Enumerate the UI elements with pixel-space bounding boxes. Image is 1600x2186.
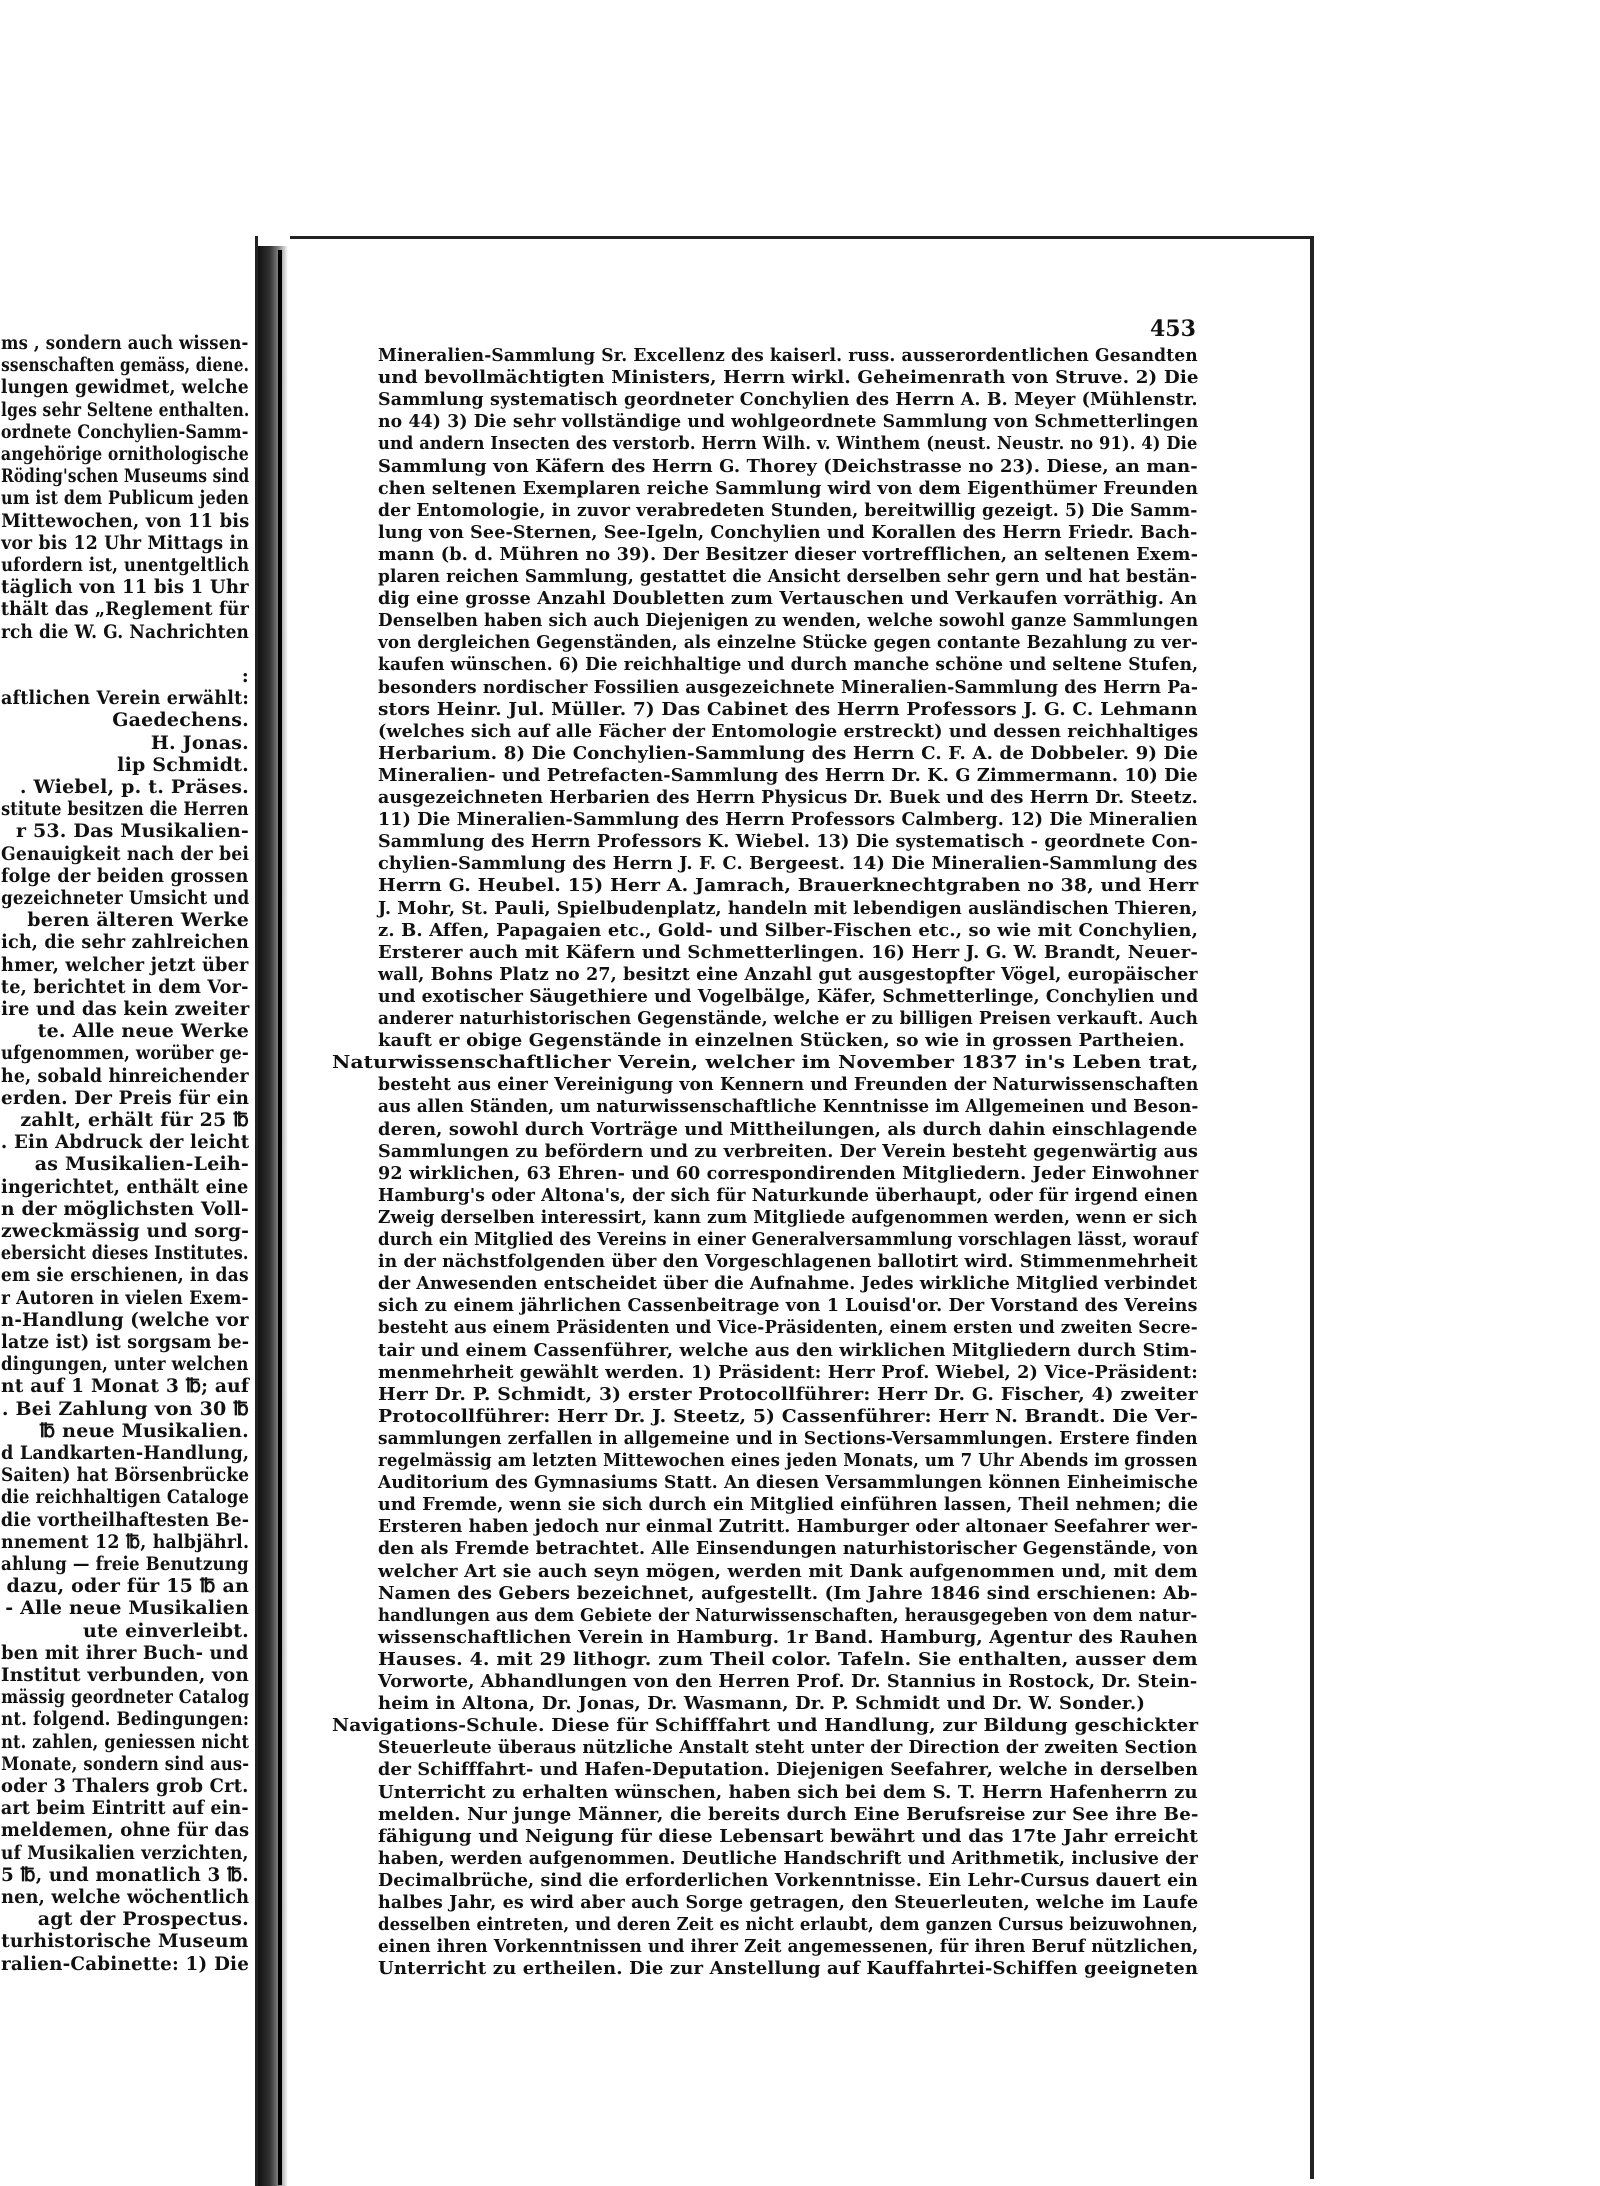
text-line: der Anwesenden entscheidet über die Aufnahme. Jedes wirkliche Mitglied verbindet: [378, 1273, 1198, 1295]
left-text-line: Röding'schen Museums sind: [0, 465, 249, 488]
text-line: Mineralien-Sammlung Sr. Excellenz des kaiserl. russ. ausserordentlichen Gesandten: [378, 345, 1198, 366]
left-text-line: nt auf 1 Monat 3 ℔; auf: [0, 1375, 249, 1398]
left-text-line: - Alle neue Musikalien: [5, 1597, 249, 1620]
left-text-line: ich, die sehr zahlreichen: [1, 931, 249, 954]
text-line: Sammlungen zu befördern und zu verbreiten. Der Verein besteht gegenwärtig aus: [378, 1140, 1199, 1162]
left-text-line: rch die W. G. Nachrichten: [1, 620, 249, 643]
text-line: Herr Dr. P. Schmidt, 3) erster Protocollführer: Herr Dr. G. Fischer, 4) zweiter: [378, 1383, 1198, 1405]
left-text-line: ufgenommen, worüber ge-: [1, 1042, 249, 1065]
text-line: und Fremde, wenn sie sich durch ein Mitglied einführen lassen, Theil nehmen; die: [378, 1494, 1199, 1516]
left-text-line: turhistorische Museum: [1, 1930, 249, 1953]
text-line: handlungen aus dem Gebiete der Naturwissenschaften, herausgegeben von dem natur-: [378, 1604, 1198, 1626]
left-text-line: ahlung — freie Benutzung: [1, 1553, 249, 1575]
left-text-line: dingungen, unter welchen: [1, 1353, 249, 1376]
text-line: desselben eintreten, und deren Zeit es nicht erlaubt, dem ganzen Cursus beizuwohnen,: [378, 1914, 1199, 1936]
left-text-line: Monate, sondern sind aus-: [0, 1752, 249, 1775]
text-line: Protocollführer: Herr Dr. J. Steetz, 5) Cassenführer: Herr N. Brandt. Die Ver-: [378, 1405, 1198, 1427]
left-text-line: angehörige ornithologische: [0, 443, 249, 465]
text-line: no 44) 3) Die sehr vollständige und wohlgeordnete Sammlung von Schmetterlingen: [378, 411, 1199, 433]
text-line: 92 wirklichen, 63 Ehren- und 60 correspondirenden Mitgliedern. Jeder Einwohner: [378, 1162, 1199, 1184]
left-text-line: die vortheilhaftesten Be-: [0, 1508, 249, 1531]
left-text-line: dazu, oder für 15 ℔ an: [6, 1575, 249, 1598]
left-text-line: he, sobald hinreichender: [1, 1064, 249, 1087]
text-line: Auditorium des Gymnasiums Statt. An diesen Versammlungen können Einheimische: [378, 1472, 1199, 1494]
text-line: halbes Jahr, es wird aber auch Sorge getragen, den Steuerleuten, welche im Laufe: [378, 1892, 1199, 1913]
text-line: J. Mohr, St. Pauli, Spielbudenplatz, handeln mit lebendigen ausländischen Thieren,: [378, 897, 1198, 919]
text-line: lung von See-Sternen, See-Igeln, Conchylien und Korallen des Herrn Friedr. Bach-: [378, 521, 1198, 543]
text-line: Herrn G. Heubel. 15) Herr A. Jamrach, Brauerknechtgraben no 38, und Herr: [378, 875, 1199, 897]
left-text-line: te, berichtet in dem Vor-: [1, 975, 249, 998]
left-text-line: ebersicht dieses Institutes.: [1, 1242, 249, 1265]
left-text-line: stitute besitzen die Herren: [1, 798, 249, 821]
left-text-line: as Musikalien-Leih-: [34, 1153, 249, 1176]
text-line: sammlungen zerfallen in allgemeine und in Sections-Versammlungen. Erstere finden: [378, 1427, 1198, 1449]
text-line: dig eine grosse Anzahl Doubletten zum Vertauschen und Verkaufen vorräthig. An: [378, 588, 1198, 610]
left-text-line: meldemen, ohne für das: [0, 1819, 249, 1842]
left-text-line: thält das „Reglement für: [0, 598, 249, 621]
left-text-line: . Bei Zahlung von 30 ℔: [1, 1397, 249, 1420]
text-line: 11) Die Mineralien-Sammlung des Herrn Professors Calmberg. 12) Die Mineralien: [378, 809, 1198, 831]
text-line: und exotischer Säugethiere und Vogelbälge, Käfer, Schmetterlinge, Conchylien und: [378, 985, 1199, 1007]
left-text-line: oder 3 Thalers grob Crt.: [1, 1775, 249, 1797]
left-text-line: nen, welche wöchentlich: [0, 1886, 249, 1908]
left-text-line: lip Schmidt.: [117, 753, 249, 776]
left-text-line: . Wiebel, p. t. Präses.: [19, 776, 249, 798]
text-line: Ersteren haben jedoch nur einmal Zutritt. Hamburger oder altonaer Seefahrer wer-: [378, 1516, 1199, 1538]
text-line: sich zu einem jährlichen Cassenbeitrage von 1 Louisd'or. Der Vorstand des Vereins: [378, 1295, 1198, 1317]
text-line: Herbarium. 8) Die Conchylien-Sammlung des Herrn C. F. A. de Dobbeler. 9) Die: [378, 742, 1199, 764]
left-text-line: ℔ neue Musikalien.: [39, 1419, 249, 1442]
book-gutter: [258, 246, 288, 2186]
text-line: Zweig derselben interessirt, kann zum Mitgliede aufgenommen werden, wenn er sich: [378, 1206, 1198, 1228]
section-heading-line: Navigations-Schule. Diese für Schifffahrt und Handlung, zur Bildung geschickter: [332, 1715, 1199, 1737]
text-line: Namen des Gebers bezeichnet, aufgestellt. (Im Jahre 1846 sind erschienen: Ab-: [378, 1582, 1198, 1604]
text-line: einen ihren Vorkenntnissen und ihrer Zeit angemessenen, für ihren Beruf nützlichen,: [378, 1936, 1199, 1958]
text-line: deren, sowohl durch Vorträge und Mittheilungen, als durch dahin einschlagende: [378, 1118, 1198, 1140]
left-text-line: ordnete Conchylien-Samm-: [1, 420, 249, 443]
text-line: plaren reichen Sammlung, gestattet die Ansicht derselben sehr gern und hat bestän-: [378, 566, 1198, 587]
text-line: stors Heinr. Jul. Müller. 7) Das Cabinet des Herrn Professors J. G. C. Lehmann: [378, 698, 1198, 720]
left-page-fragment: [0, 236, 258, 2186]
left-text-line: ssenschaften gemäss, diene.: [0, 354, 249, 377]
left-text-line: :: [241, 665, 249, 687]
left-text-line: art beim Eintritt auf ein-: [1, 1797, 249, 1820]
text-line: chylien-Sammlung des Herrn J. F. C. Bergeest. 14) Die Mineralien-Sammlung des: [378, 853, 1198, 875]
left-text-line: d Landkarten-Handlung,: [0, 1442, 249, 1464]
left-text-line: nnement 12 ℔, halbjährl.: [0, 1530, 249, 1553]
left-text-line: lges sehr Seltene enthalten.: [0, 398, 249, 421]
left-text-line: ufordern ist, unentgeltlich: [0, 554, 249, 576]
left-text-line: ire und das kein zweiter: [0, 998, 249, 1020]
text-line: kauft er obige Gegenstände in einzelnen Stücken, so wie in grossen Partheien.: [378, 1030, 1185, 1052]
text-line: ausgezeichneten Herbarien des Herrn Physicus Dr. Buek und des Herrn Dr. Steetz.: [378, 787, 1198, 808]
left-text-line: r Autoren in vielen Exem-: [1, 1286, 249, 1309]
left-text-line: nt. zahlen, geniessen nicht: [1, 1730, 249, 1753]
left-text-line: latze ist) ist sorgsam be-: [0, 1331, 249, 1353]
left-text-line: uf Musikalien verzichten,: [1, 1841, 249, 1864]
text-line: welcher Art sie auch seyn mögen, werden mit Dank aufgenommen und, mit dem: [378, 1560, 1198, 1582]
text-line: Unterricht zu ertheilen. Die zur Anstellung auf Kauffahrtei-Schiffen geeigneten: [378, 1958, 1199, 1980]
text-line: in der nächstfolgenden über den Vorgeschlagenen ballotirt wird. Stimmenmehrheit: [378, 1251, 1198, 1273]
text-line: fähigung und Neigung für diese Lebensart bewährt und das 17te Jahr erreicht: [378, 1825, 1199, 1847]
text-line: den als Fremde betrachtet. Alle Einsendungen naturhistorischer Gegenstände, von: [378, 1538, 1199, 1560]
text-line: der Schifffahrt- und Hafen-Deputation. Diejenigen Seefahrer, welche in derselben: [378, 1759, 1199, 1781]
left-text-line: gezeichneter Umsicht und: [0, 887, 249, 909]
left-text-line: die reichhaltigen Cataloge: [1, 1486, 249, 1509]
text-line: aus allen Ständen, um naturwissenschaftliche Kenntnisse im Allgemeinen und Beson-: [378, 1096, 1199, 1118]
left-text-line: täglich von 11 bis 1 Uhr: [1, 576, 249, 599]
left-text-line: . Ein Abdruck der leicht: [0, 1131, 249, 1154]
left-text-line: em sie erschienen, in das: [1, 1264, 249, 1287]
left-text-line: lungen gewidmet, welche: [1, 376, 249, 399]
text-line: besteht aus einer Vereinigung von Kennern und Freunden der Naturwissenschaften: [378, 1074, 1199, 1096]
text-line: durch ein Mitglied des Vereins in einer Generalversammlung vorschlagen lässt, worauf: [378, 1229, 1198, 1250]
text-line: Sammlung des Herrn Professors K. Wiebel. 13) Die systematisch - geordnete Con-: [378, 831, 1198, 853]
page-edge: [278, 250, 282, 2185]
text-line: und bevollmächtigten Ministers, Herrn wirkl. Geheimenrath von Struve. 2) Die: [378, 367, 1199, 389]
left-text-line: zahlt, erhält für 25 ℔: [20, 1109, 249, 1131]
text-line: mann (b. d. Mühren no 39). Der Besitzer dieser vortrefflichen, an seltenen Exem-: [378, 543, 1199, 565]
text-line: haben, werden aufgenommen. Deutliche Handschrift und Arithmetik, inclusive der: [378, 1847, 1199, 1869]
left-text-line: 5 ℔, und monatlich 3 ℔.: [1, 1863, 249, 1886]
text-line: von dergleichen Gegenständen, als einzelne Stücke gegen contante Bezahlung zu ver-: [378, 632, 1199, 654]
left-text-line: ms , sondern auch wissen-: [1, 332, 249, 354]
text-line: tair und einem Cassenführer, welche aus den wirklichen Mitgliedern durch Stim-: [378, 1339, 1198, 1361]
text-line: Sammlung systematisch geordneter Conchylien des Herrn A. B. Meyer (Mühlenstr.: [378, 389, 1198, 411]
section-heading-line: Naturwissenschaftlicher Verein, welcher im November 1837 in's Leben trat,: [332, 1052, 1199, 1074]
text-line: Decimalbrüche, sind die erforderlichen Vorkenntnisse. Ein Lehr-Cursus dauert ein: [378, 1869, 1198, 1891]
text-line: Sammlung von Käfern des Herrn G. Thorey (Deichstrasse no 23). Diese, an man-: [378, 455, 1198, 477]
left-text-line: Saiten) hat Börsenbrücke: [0, 1464, 249, 1487]
text-line: besteht aus einem Präsidenten und Vice-Präsidenten, einem ersten und zweiten Secre-: [378, 1317, 1198, 1339]
left-text-line: Institut verbunden, von: [0, 1664, 249, 1686]
left-text-line: hmer, welcher jetzt über: [1, 953, 249, 976]
text-line: regelmässig am letzten Mittewochen eines jeden Monats, um 7 Uhr Abends im grossen: [378, 1450, 1198, 1471]
left-text-line: beren älteren Werke: [27, 909, 249, 932]
left-text-line: agt der Prospectus.: [37, 1908, 249, 1931]
left-text-line: n-Handlung (welche vor: [1, 1308, 249, 1331]
text-line: Ersterer auch mit Käfern und Schmetterlingen. 16) Herr J. G. W. Brandt, Neuer-: [378, 941, 1198, 963]
text-line: Vorworte, Abhandlungen von den Herren Prof. Dr. Stannius in Rostock, Dr. Stein-: [378, 1671, 1198, 1692]
left-text-line: vor bis 12 Uhr Mittags in: [1, 531, 249, 554]
left-text-line: n der möglichsten Voll-: [1, 1197, 249, 1220]
left-text-line: Gaedechens.: [112, 709, 249, 732]
left-text-line: erden. Der Preis für ein: [0, 1086, 249, 1109]
text-line: chen seltenen Exemplaren reiche Sammlung wird von dem Eigenthümer Freunden: [378, 477, 1199, 499]
left-text-line: ingerichtet, enthält eine: [1, 1175, 249, 1198]
left-text-line: Genauigkeit nach der bei: [0, 842, 249, 865]
text-line: anderer naturhistorischen Gegenstände, welche er zu billigen Preisen verkauft. Auch: [378, 1008, 1199, 1029]
left-text-line: ute einverleibt.: [83, 1619, 249, 1642]
text-line: Steuerleute überaus nützliche Anstalt steht unter der Direction der zweiten Section: [378, 1737, 1198, 1759]
text-line: Mineralien- und Petrefacten-Sammlung des Herrn Dr. K. G Zimmermann. 10) Die: [378, 764, 1198, 786]
text-line: wall, Bohns Platz no 27, besitzt eine Anzahl gut ausgestopfter Vögel, europäischer: [378, 963, 1198, 985]
text-line: Denselben haben sich auch Diejenigen zu wenden, welche sowohl ganze Sammlungen: [378, 610, 1199, 632]
text-line: Hauses. 4. mit 29 lithogr. zum Theil color. Tafeln. Sie enthalten, ausser dem: [378, 1648, 1198, 1670]
text-line: und andern Insecten des verstorb. Herrn Wilh. v. Winthem (neust. Neustr. no 91). 4) Die: [378, 433, 1198, 455]
text-line: heim in Altona, Dr. Jonas, Dr. Wasmann, Dr. P. Schmidt und Dr. W. Sonder.): [378, 1693, 1145, 1715]
text-line: der Entomologie, in zuvor verabredeten Stunden, bereitwillig gezeigt. 5) Die Samm-: [378, 499, 1198, 521]
left-text-line: Mittewochen, von 11 bis: [0, 509, 249, 532]
left-text-line: ralien-Cabinette: 1) Die: [0, 1952, 249, 1975]
text-line: (welches sich auf alle Fächer der Entomologie erstreckt) und dessen reichhaltiges: [378, 720, 1199, 742]
text-line: melden. Nur junge Männer, die bereits durch Eine Berufsreise zur See ihre Be-: [378, 1803, 1199, 1825]
left-text-line: aftlichen Verein erwählt:: [0, 687, 249, 710]
text-line: wissenschaftlichen Verein in Hamburg. 1r Band. Hamburg, Agentur des Rauhen: [378, 1626, 1198, 1648]
left-text-line: r 53. Das Musikalien-: [15, 820, 249, 843]
text-line: z. B. Affen, Papagaien etc., Gold- und Silber-Fischen etc., so wie mit Conchylien,: [378, 919, 1198, 941]
left-text-line: um ist dem Publicum jeden: [0, 487, 249, 510]
left-text-line: H. Jonas.: [150, 731, 249, 754]
page-number: 453: [1150, 316, 1196, 342]
left-text-line: ben mit ihrer Buch- und: [1, 1641, 249, 1664]
text-line: menmehrheit gewählt werden. 1) Präsident: Herr Prof. Wiebel, 2) Vice-Präsident:: [378, 1361, 1198, 1383]
text-line: Hamburg's oder Altona's, der sich für Naturkunde überhaupt, oder für irgend einen: [378, 1184, 1199, 1206]
left-text-line: folge der beiden grossen: [1, 864, 249, 887]
left-text-line: zweckmässig und sorg-: [0, 1220, 249, 1242]
text-line: kaufen wünschen. 6) Die reichhaltige und durch manche schöne und seltene Stufen,: [378, 654, 1199, 676]
text-line: besonders nordischer Fossilien ausgezeichnete Mineralien-Sammlung des Herrn Pa-: [378, 676, 1199, 698]
left-text-line: nt. folgend. Bedingungen:: [0, 1708, 249, 1731]
left-text-line: te. Alle neue Werke: [37, 1020, 249, 1043]
text-line: Unterricht zu erhalten wünschen, haben sich bei dem S. T. Herrn Hafenherrn zu: [378, 1781, 1198, 1803]
left-text-line: mässig geordneter Catalog: [0, 1686, 249, 1709]
